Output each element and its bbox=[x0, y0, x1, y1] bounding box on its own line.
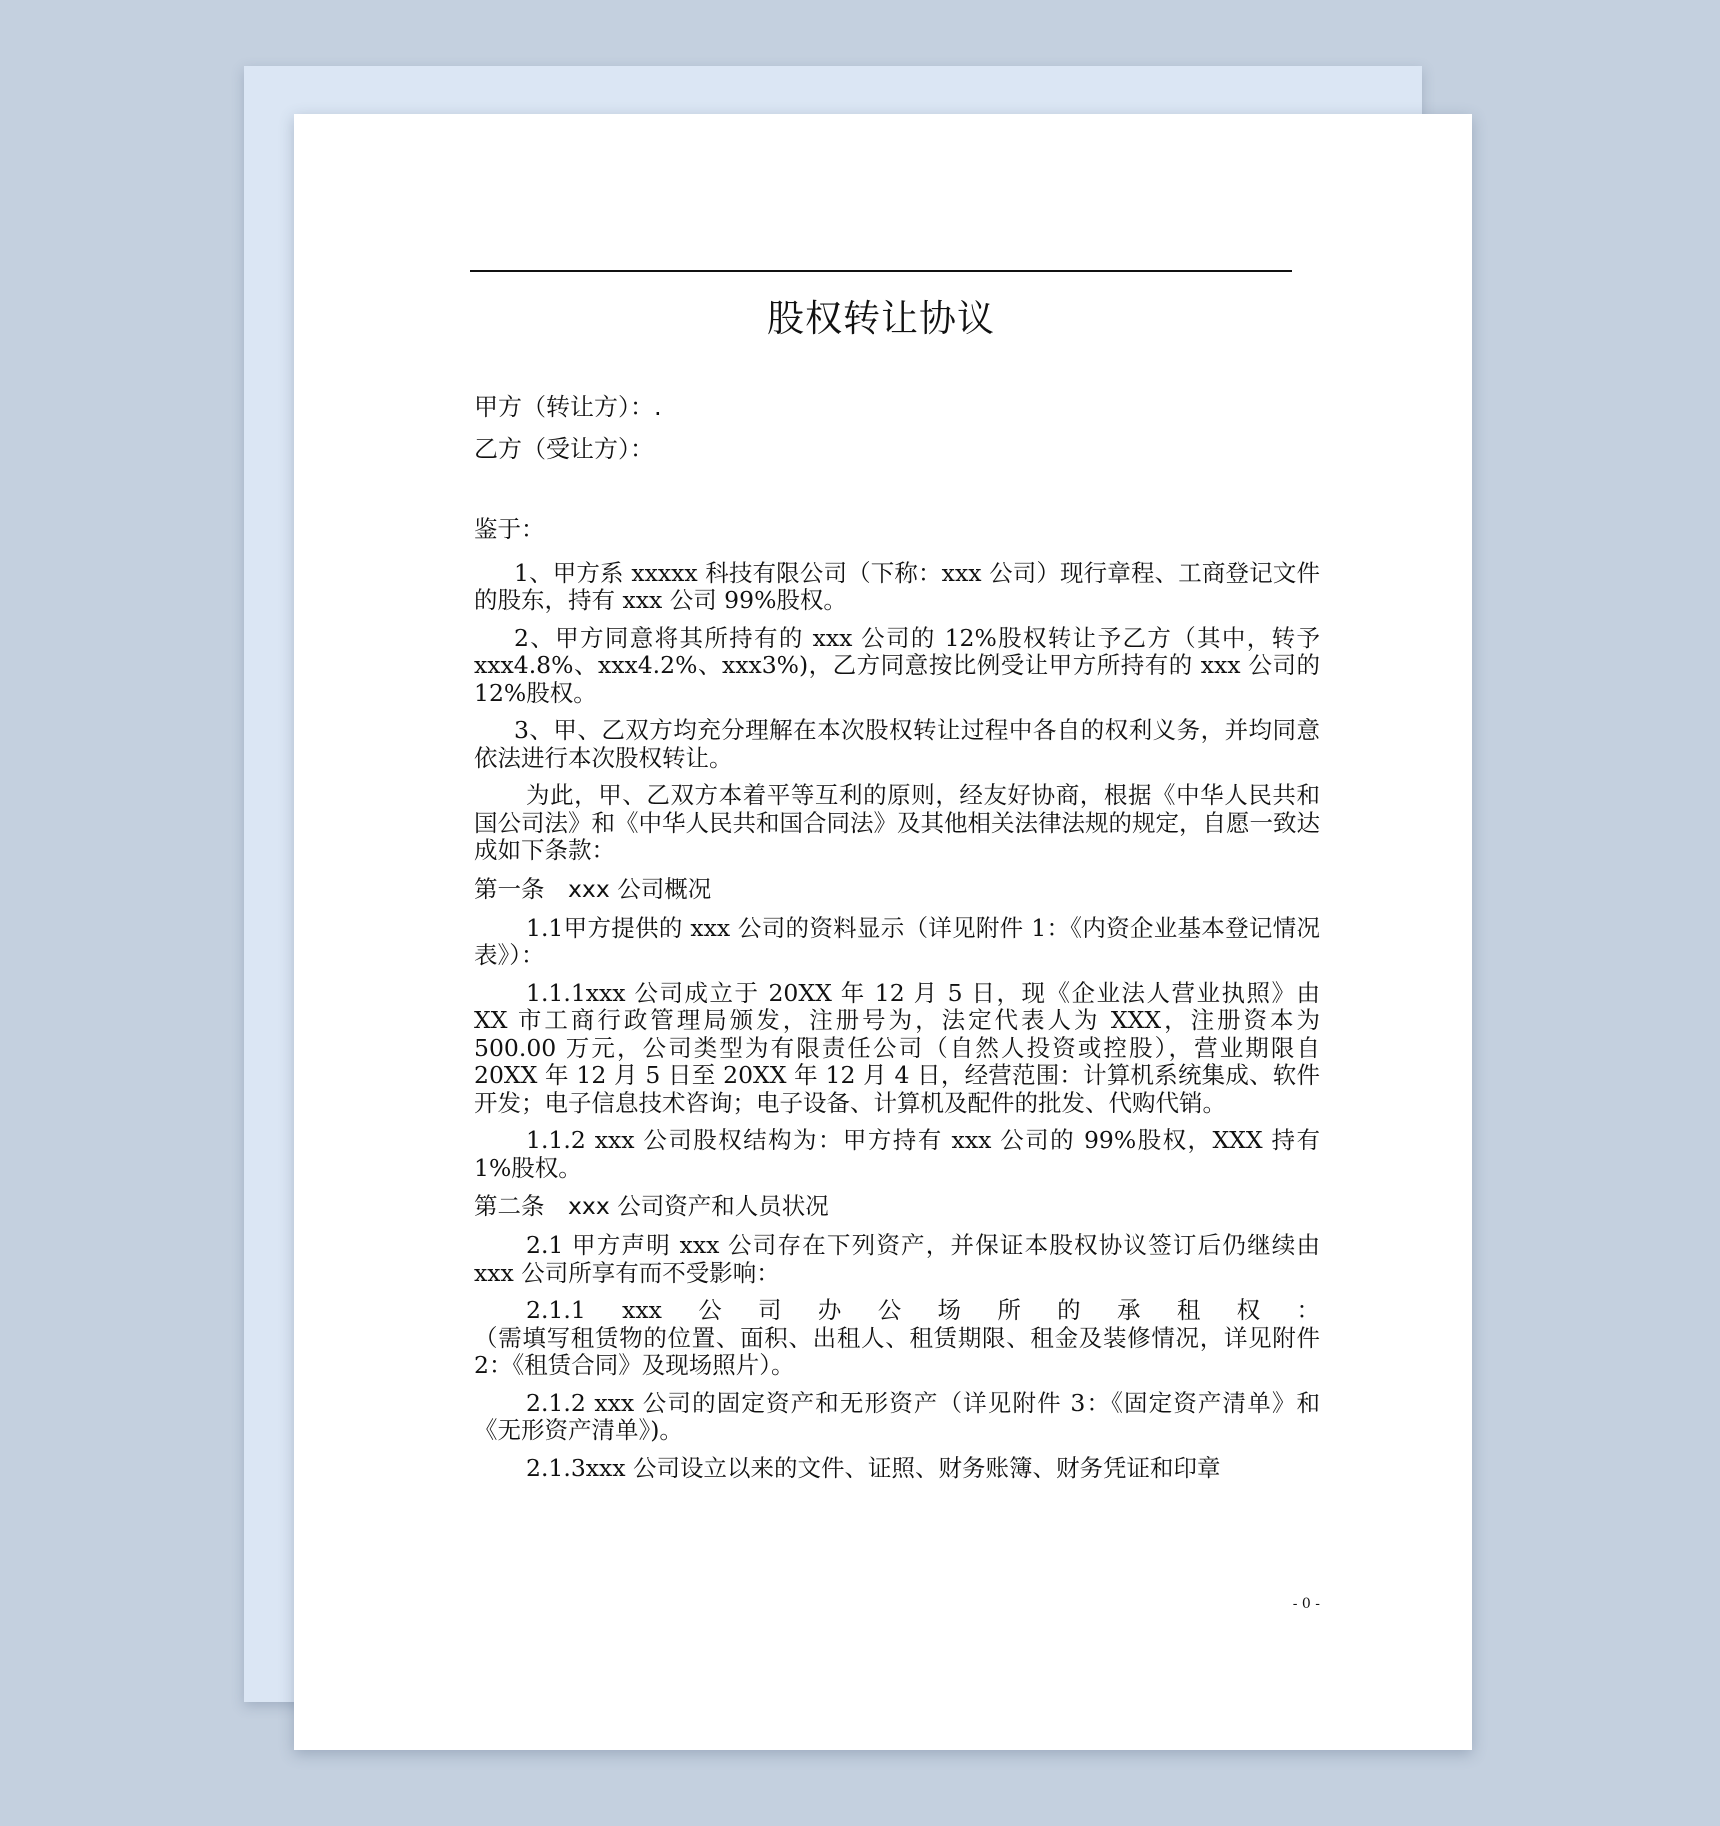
clause-1-1-1: 1.1.1xxx 公司成立于 20XX 年 12 月 5 日，现《企业法人营业执照》由 XX 市工商行政管理局颁发，注册号为，法定代表人为 XXX，注册资本为 500.00 万元，公司类型为有限责任公司（自然人投资或控股），营业期限自 20XX 年 12 月 5 日至 20XX 年 12 月 4 日，经营范围：计算机系统集成、软件开发；电子信息技术咨询；电子设备、计算机及配件的批发、代购代销。 bbox=[474, 978, 1320, 1117]
clause-2-1-1-heading: 2.1.1 xxx 公 司 办 公 场 所 的 承 租 权 ： bbox=[526, 1296, 1320, 1324]
clause-2-1-2: 2.1.2 xxx 公司的固定资产和无形资产（详见附件 3：《固定资产清单》和《无形资产清单》)。 bbox=[474, 1388, 1320, 1444]
clause-1-1-2: 1.1.2 xxx 公司股权结构为：甲方持有 xxx 公司的 99%股权，XXX 持有 1%股权。 bbox=[474, 1126, 1320, 1182]
clause-2-1-3: 2.1.3xxx 公司设立以来的文件、证照、财务账簿、财务凭证和印章 bbox=[526, 1453, 1221, 1482]
party-a-line: 甲方（转让方）：. bbox=[474, 393, 662, 421]
clause-2-1-1-body: （需填写租赁物的位置、面积、出租人、租赁期限、租金及装修情况，详见附件 2：《租赁合同》及现场照片）。 bbox=[474, 1323, 1320, 1379]
recital-3: 3、甲、乙双方均充分理解在本次股权转让过程中各自的权利义务，并均同意依法进行本次股权转让。 bbox=[474, 716, 1320, 772]
clause-2-1: 2.1 甲方声明 xxx 公司存在下列资产，并保证本股权协议签订后仍继续由 xxx 公司所享有而不受影响： bbox=[474, 1231, 1320, 1287]
document-title: 股权转让协议 bbox=[767, 297, 995, 340]
page-number: - 0 - bbox=[1292, 1596, 1320, 1612]
recital-2: 2、甲方同意将其所持有的 xxx 公司的 12%股权转让予乙方（其中，转予 xxx4.8%、xxx4.2%、xxx3%)，乙方同意按比例受让甲方所持有的 xxx 公司的 12%股权。 bbox=[474, 623, 1320, 707]
party-b-line: 乙方（受让方）： bbox=[474, 435, 654, 463]
article-1-heading: 第一条 xxx 公司概况 bbox=[474, 874, 712, 903]
document-body bbox=[474, 516, 1320, 1492]
recital-lead: 鉴于： bbox=[474, 515, 545, 543]
clause-1-1: 1.1甲方提供的 xxx 公司的资料显示（详见附件 1：《内资企业基本登记情况表》）： bbox=[474, 913, 1320, 969]
recital-1: 1、甲方系 xxxxx 科技有限公司（下称：xxx 公司）现行章程、工商登记文件的股东，持有 xxx 公司 99%股权。 bbox=[474, 558, 1320, 614]
document-page bbox=[294, 114, 1472, 1750]
article-2-heading: 第二条 xxx 公司资产和人员状况 bbox=[474, 1192, 829, 1220]
preamble: 为此，甲、乙双方本着平等互利的原则，经友好协商，根据《中华人民共和国公司法》和《中华人民共和国合同法》及其他相关法律法规的规定，自愿一致达成如下条款： bbox=[474, 781, 1320, 864]
header-rule bbox=[470, 270, 1292, 272]
